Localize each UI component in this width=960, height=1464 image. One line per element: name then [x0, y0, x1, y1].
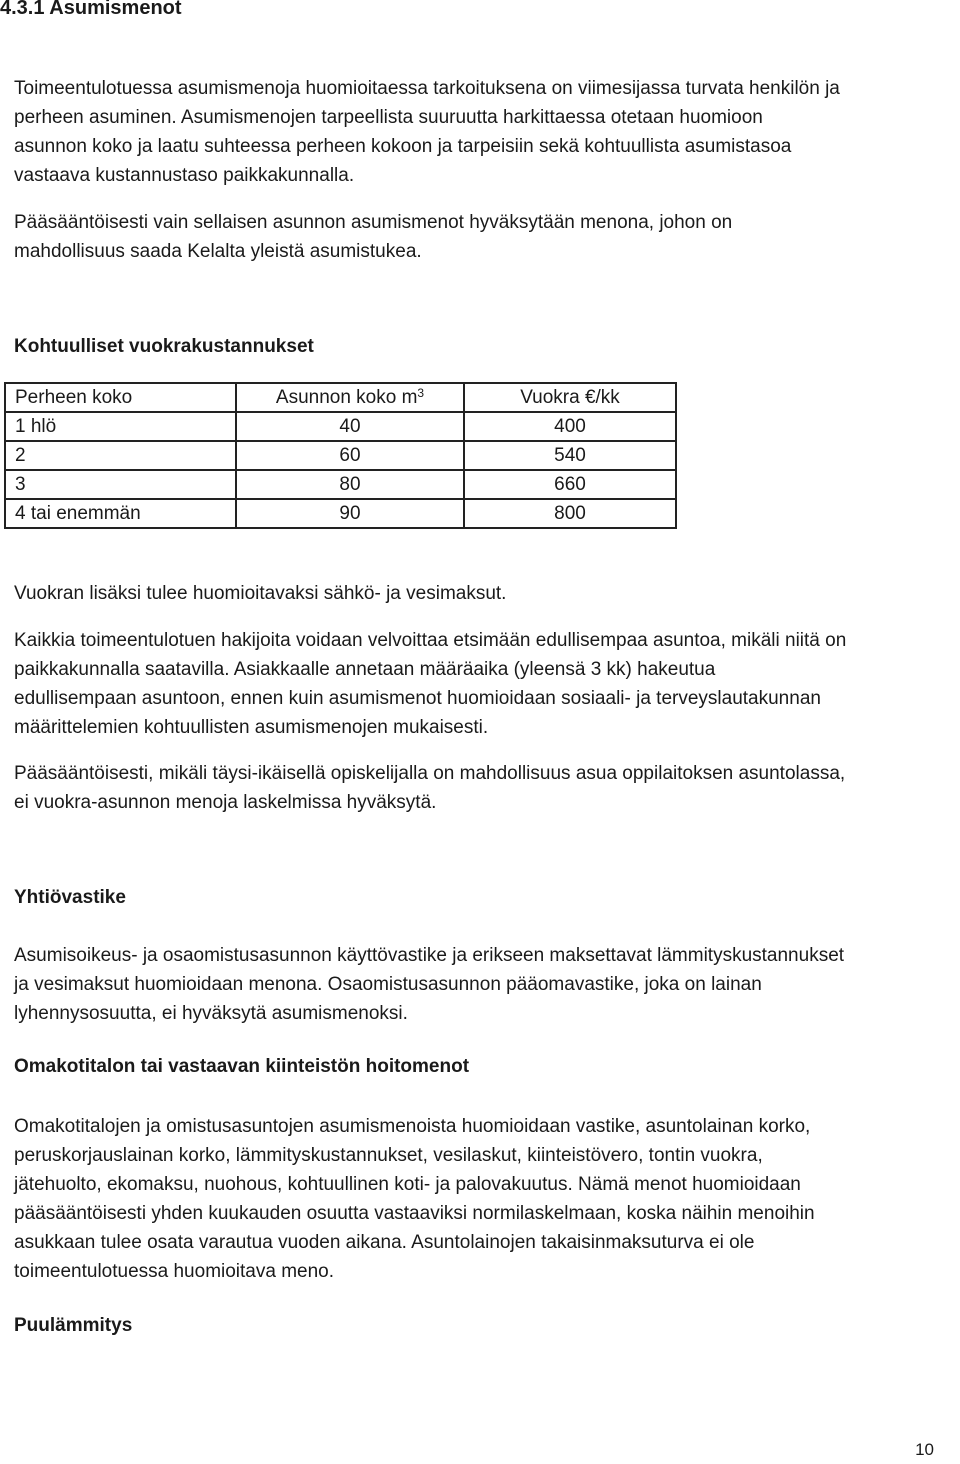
text-line: perheen asuminen. Asumismenojen tarpeellista suuruutta harkittaessa otetaan huomioon — [14, 107, 763, 128]
header-cell: Vuokra €/kk — [464, 383, 676, 412]
table-row — [5, 412, 676, 441]
table-row — [5, 441, 676, 470]
text-line: ei vuokra-asunnon menoja laskelmissa hyväksytä. — [14, 792, 437, 813]
text-line: peruskorjauslainan korko, lämmityskustannukset, vesilaskut, kiinteistövero, tontin vuokra, — [14, 1145, 763, 1166]
table-cell: 40 — [236, 412, 464, 441]
table-cell: 60 — [236, 441, 464, 470]
text-line: Pääsääntöisesti, mikäli täysi-ikäisellä opiskelijalla on mahdollisuus asua oppilaitoksen asuntolassa, — [14, 763, 846, 784]
subheading-omakotitalo: Omakotitalon tai vastaavan kiinteistön hoitomenot — [14, 1056, 470, 1077]
subheading-puulammitys: Puulämmitys — [14, 1315, 133, 1336]
text-line: Omakotitalojen ja omistusasuntojen asumismenoista huomioidaan vastike, asuntolainan korko, — [14, 1116, 811, 1137]
text-line: jätehuolto, ekomaksu, nuohous, kohtuullinen koti- ja palovakuutus. Nämä menot huomioidaan — [14, 1174, 801, 1195]
text-line: Pääsääntöisesti vain sellaisen asunnon asumismenot hyväksytään menona, johon on — [14, 212, 733, 233]
section-heading: 4.3.1 Asumismenot — [0, 0, 182, 19]
header-cell: Perheen koko — [5, 383, 236, 412]
text-line: pääsääntöisesti yhden kuukauden osuutta vastaaviksi normilaskelmaan, koska näihin menoihin — [14, 1203, 815, 1224]
text-line: asunnon koko ja laatu suhteessa perheen kokoon ja tarpeisiin sekä kohtuullista asumistasoa — [14, 136, 792, 157]
subheading-yhtiovastike: Yhtiövastike — [14, 887, 126, 908]
table-cell: 660 — [464, 470, 676, 499]
text-line: lyhennysosuutta, ei hyväksytä asumismenoksi. — [14, 1003, 408, 1024]
table-cell: 80 — [236, 470, 464, 499]
table-cell: 540 — [464, 441, 676, 470]
text-line: paikkakunnalla saatavilla. Asiakkaalle annetaan määräaika (yleensä 3 kk) hakeutua — [14, 659, 716, 680]
text-line: määrittelemien kohtuullisten asumismenojen mukaisesti. — [14, 717, 489, 738]
table-cell: 3 — [5, 470, 236, 499]
table-cell: 2 — [5, 441, 236, 470]
superscript: 3 — [417, 386, 425, 400]
text-line: ja vesimaksut huomioidaan menona. Osaomistusasunnon pääomavastike, joka on lainan — [14, 974, 762, 995]
text-line: vastaava kustannustaso paikkakunnalla. — [14, 165, 355, 186]
table-title: Kohtuulliset vuokrakustannukset — [14, 336, 314, 357]
header-cell-text: Asunnon koko m — [275, 387, 418, 408]
text-line: toimeentulotuessa huomioitava meno. — [14, 1261, 335, 1282]
text-line: Kaikkia toimeentulotuen hakijoita voidaan velvoittaa etsimään edullisempaa asuntoa, mikäli niitä on — [14, 630, 847, 651]
table-cell: 800 — [464, 499, 676, 528]
text-line: Asumisoikeus- ja osaomistusasunnon käyttövastike ja erikseen maksettavat lämmityskustannukset — [14, 945, 845, 966]
table-cell: 1 hlö — [5, 412, 236, 441]
table-cell: 400 — [464, 412, 676, 441]
text-line: asukkaan tulee osata varautua vuoden aikana. Asuntolainojen takaisinmaksuturva ei ole — [14, 1232, 755, 1253]
table-row — [5, 499, 676, 528]
table-row — [5, 470, 676, 499]
table-header-row — [5, 383, 676, 412]
text-line: mahdollisuus saada Kelalta yleistä asumistukea. — [14, 241, 422, 262]
text-line: Toimeentulotuessa asumismenoja huomioitaessa tarkoituksena on viimesijassa turvata henkilön ja — [14, 78, 840, 99]
header-cell — [236, 383, 464, 412]
table-cell: 90 — [236, 499, 464, 528]
paragraph-utilities: Vuokran lisäksi tulee huomioitavaksi sähkö- ja vesimaksut. — [14, 583, 507, 604]
text-line: edullisempaan asuntoon, ennen kuin asumismenot huomioidaan sosiaali- ja terveyslautakunnan — [14, 688, 821, 709]
table-cell: 4 tai enemmän — [5, 499, 236, 528]
rent-table — [4, 382, 677, 529]
page-number: 10 — [915, 1440, 934, 1459]
